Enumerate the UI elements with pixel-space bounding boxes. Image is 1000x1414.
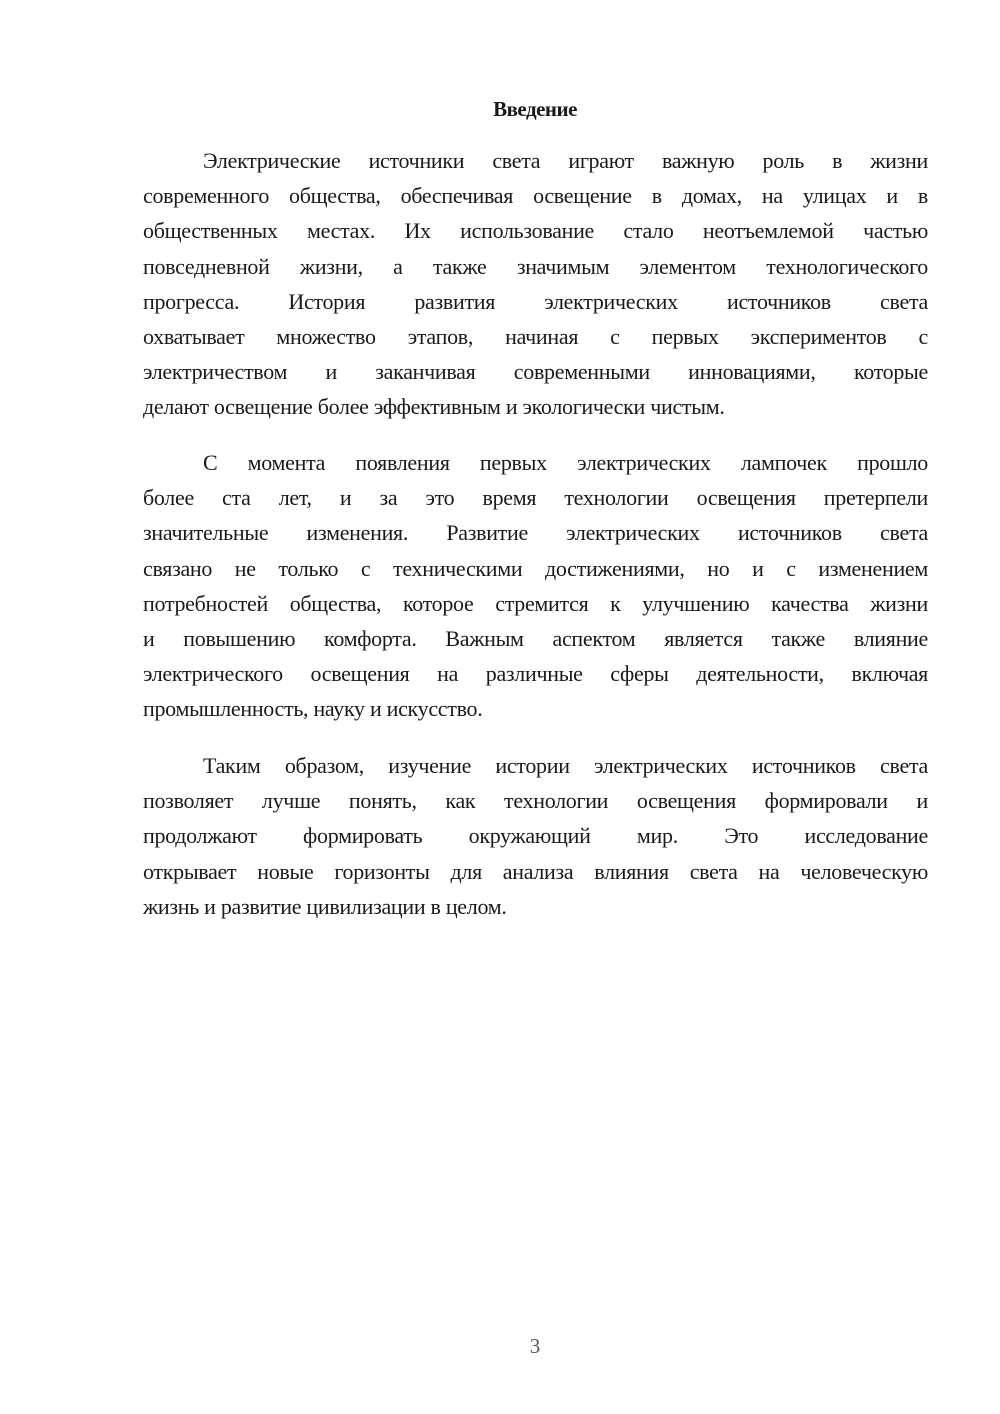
paragraph-3 <box>143 748 928 924</box>
text-line: современного общества, обеспечивая освещение в домах, на улицах и в <box>143 183 928 209</box>
text-line: позволяет лучше понять, как технологии освещения формировали и <box>143 788 928 814</box>
text-line: электрического освещения на различные сферы деятельности, включая <box>143 661 928 687</box>
text-line: значительные изменения. Развитие электрических источников света <box>143 520 928 546</box>
text-line: прогресса. История развития электрических источников света <box>143 288 928 314</box>
section-title: Введение <box>493 97 577 121</box>
text-line: повседневной жизни, а также значимым элементом технологического <box>143 253 928 279</box>
text-line: промышленность, науку и искусство. <box>143 696 483 722</box>
text-line: электричеством и заканчивая современными инновациями, которые <box>143 359 928 385</box>
text-line: охватывает множество этапов, начиная с первых экспериментов с <box>143 323 928 349</box>
text-line: потребностей общества, которое стремится к улучшению качества жизни <box>143 590 928 616</box>
text-line: открывает новые горизонты для анализа влияния света на человеческую <box>143 858 928 884</box>
text-line: Таким образом, изучение истории электрических источников света <box>203 753 928 778</box>
text-line: продолжают формировать окружающий мир. Это исследование <box>143 823 928 849</box>
text-line: более ста лет, и за это время технологии освещения претерпели <box>143 485 928 511</box>
page-number: 3 <box>529 1334 541 1358</box>
text-line: и повышению комфорта. Важным аспектом является также влияние <box>143 625 928 651</box>
text-line: общественных местах. Их использование стало неотъемлемой частью <box>143 218 928 244</box>
text-line: Электрические источники света играют важную роль в жизни <box>203 148 928 173</box>
paragraph-1 <box>143 143 928 425</box>
text-line: С момента появления первых электрических лампочек прошло <box>203 450 928 475</box>
text-line: связано не только с техническими достижениями, но и с изменением <box>143 555 928 581</box>
text-line: жизнь и развитие цивилизации в целом. <box>143 893 507 919</box>
paragraph-2 <box>143 445 928 727</box>
text-line: делают освещение более эффективным и экологически чистым. <box>143 394 725 420</box>
